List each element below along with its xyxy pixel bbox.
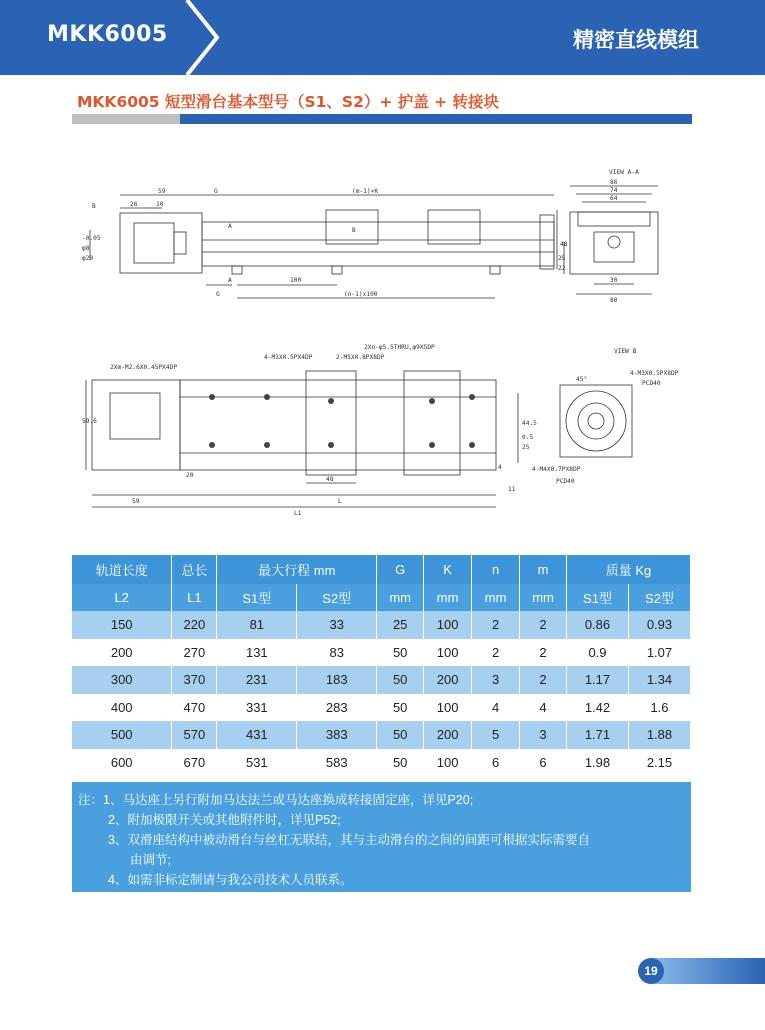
- dim-a-top: A: [228, 223, 232, 230]
- cell: 670: [172, 749, 217, 777]
- dim-4: 4: [498, 464, 502, 471]
- note-4: 4、如需非标定制请与我公司技术人员联系。: [108, 873, 353, 887]
- category-title: 精密直线模组: [573, 28, 699, 52]
- note-2: 2、附加极限开关或其他附件时，详见P52;: [108, 813, 341, 827]
- table-row: [72, 694, 691, 722]
- cell: 0.9: [567, 639, 629, 667]
- col-mass: 质量 Kg: [567, 555, 691, 584]
- dim-tol: -0.05: [82, 235, 101, 242]
- note-3: 3、双滑座结构中被动滑台与丝杠无联结，其与主动滑台的之间的间距可根据实际需要自: [108, 833, 590, 847]
- dim-11: 11: [508, 486, 516, 493]
- subcol-m-unit: mm: [520, 584, 567, 611]
- view-aa-label: VIEW A-A: [609, 169, 639, 176]
- dim-l1: L1: [294, 510, 302, 517]
- cell: 1.98: [567, 749, 629, 777]
- cell: 50: [377, 639, 424, 667]
- title-rule-grey: [72, 114, 180, 124]
- page-number: 19: [638, 958, 664, 984]
- subcol-stroke-s2: S2型: [297, 584, 377, 611]
- subcol-stroke-s1: S1型: [217, 584, 297, 611]
- dim-30: 30: [610, 277, 618, 284]
- callout-pcd40-bottom: PCD40: [556, 478, 575, 485]
- dim-25-bottom: 25: [522, 444, 530, 451]
- cell: 2: [472, 639, 520, 667]
- dim-45deg: 45°: [576, 376, 588, 383]
- table-header-row-1: [72, 555, 691, 584]
- cell: 3: [472, 666, 520, 694]
- cell: 400: [72, 694, 172, 722]
- callout-pcd40-top: PCD40: [642, 380, 661, 387]
- dim-22: 22: [558, 265, 566, 272]
- dim-74: 74: [610, 187, 618, 194]
- cell: 150: [72, 611, 172, 639]
- note-3-cont: 由调节;: [130, 853, 171, 867]
- cell: 6: [520, 749, 567, 777]
- cell: 331: [217, 694, 297, 722]
- cell: 100: [424, 639, 472, 667]
- cell: 200: [424, 666, 472, 694]
- subcol-l2: L2: [72, 584, 172, 611]
- title-rule-blue: [180, 114, 692, 124]
- cell: 1.6: [628, 694, 690, 722]
- dim-86: 86: [610, 179, 618, 186]
- cell: 200: [424, 721, 472, 749]
- cell: 2: [520, 611, 567, 639]
- dim-n100: (n-1)x100: [344, 291, 378, 298]
- subcol-g-unit: mm: [377, 584, 424, 611]
- dim-b-left: B: [92, 203, 96, 210]
- cell: 270: [172, 639, 217, 667]
- cell: 1.34: [628, 666, 690, 694]
- table-header-row-2: [72, 584, 691, 611]
- header-band: [0, 0, 765, 75]
- callout-thru: 2Xn-φ5.5THRU,φ9X5DP: [364, 344, 435, 351]
- spec-table: [72, 555, 691, 776]
- cell: 1.88: [628, 721, 690, 749]
- cell: 283: [297, 694, 377, 722]
- cell: 383: [297, 721, 377, 749]
- col-k: K: [424, 555, 472, 584]
- callout-m3-8dp: 4-M3X0.5PX8DP: [630, 370, 679, 377]
- cell: 1.07: [628, 639, 690, 667]
- dim-26: 26: [130, 201, 138, 208]
- dim-445: 44.5: [522, 420, 537, 427]
- side-view-drawing: [82, 160, 682, 310]
- cell: 3: [520, 721, 567, 749]
- subcol-l1: L1: [172, 584, 217, 611]
- dim-64: 64: [610, 195, 618, 202]
- cell: 0.93: [628, 611, 690, 639]
- dim-59: 59: [158, 188, 166, 195]
- cell: 4: [472, 694, 520, 722]
- table-row: [72, 611, 691, 639]
- cell: 2: [520, 639, 567, 667]
- cell: 81: [217, 611, 297, 639]
- cell: 50: [377, 721, 424, 749]
- cell: 50: [377, 666, 424, 694]
- cell: 100: [424, 749, 472, 777]
- callout-m3-4dp: 4-M3X0.5PX4DP: [264, 354, 313, 361]
- cell: 570: [172, 721, 217, 749]
- cell: 500: [72, 721, 172, 749]
- cell: 33: [297, 611, 377, 639]
- cell: 50: [377, 694, 424, 722]
- table-row: [72, 639, 691, 667]
- cell: 370: [172, 666, 217, 694]
- col-rail-length: 轨道长度: [72, 555, 172, 584]
- dim-phi20: φ20: [82, 255, 94, 262]
- callout-m5: 2-M5X0.8PX8DP: [336, 354, 385, 361]
- cell: 220: [172, 611, 217, 639]
- table-row: [72, 666, 691, 694]
- dim-l: L: [338, 498, 342, 505]
- dim-48: 48: [560, 241, 568, 248]
- cell: 2.15: [628, 749, 690, 777]
- col-m: m: [520, 555, 567, 584]
- cell: 5: [472, 721, 520, 749]
- col-max-stroke: 最大行程 mm: [217, 555, 377, 584]
- cell: 531: [217, 749, 297, 777]
- cell: 25: [377, 611, 424, 639]
- note-1: 注：1、马达座上另行附加马达法兰或马达座换成转接固定座，详见P20;: [78, 793, 474, 807]
- cell: 1.42: [567, 694, 629, 722]
- cell: 2: [520, 666, 567, 694]
- dim-596: 59.6: [82, 418, 97, 425]
- dim-100: 100: [290, 277, 302, 284]
- cell: 4: [520, 694, 567, 722]
- col-total-length: 总长: [172, 555, 217, 584]
- dim-g-bottom: G: [216, 291, 220, 298]
- table-row: [72, 721, 691, 749]
- dim-b-mid: B: [352, 227, 356, 234]
- top-view-drawing: [82, 335, 692, 520]
- callout-m26: 2Xm-M2.6X0.45PX4DP: [110, 364, 178, 371]
- cell: 1.17: [567, 666, 629, 694]
- cell: 200: [72, 639, 172, 667]
- subcol-n-unit: mm: [472, 584, 520, 611]
- cell: 100: [424, 611, 472, 639]
- section-title: MKK6005 短型滑台基本型号（S1、S2）+ 护盖 + 转接块: [77, 93, 500, 111]
- dim-25: 25: [558, 255, 566, 262]
- view-b-label: VIEW B: [614, 348, 637, 355]
- cell: 0.86: [567, 611, 629, 639]
- cell: 183: [297, 666, 377, 694]
- cell: 583: [297, 749, 377, 777]
- dim-phi8: φ8: [82, 245, 90, 252]
- chevron-divider-icon: [185, 0, 225, 75]
- dim-g-top: G: [214, 188, 218, 195]
- dim-48-bottom: 48: [326, 476, 334, 483]
- dim-mk: (m-1)×K: [352, 188, 379, 195]
- callout-m4: 4-M4X0.7PX8DP: [532, 466, 581, 473]
- col-g: G: [377, 555, 424, 584]
- cell: 100: [424, 694, 472, 722]
- cell: 83: [297, 639, 377, 667]
- cell: 50: [377, 749, 424, 777]
- subcol-mass-s1: S1型: [567, 584, 629, 611]
- notes-box: [72, 782, 691, 892]
- dim-10: 10: [156, 201, 164, 208]
- dim-59-bottom: 59: [132, 498, 140, 505]
- dim-20: 20: [186, 472, 194, 479]
- dim-05: 0.5: [522, 434, 534, 441]
- cell: 600: [72, 749, 172, 777]
- subcol-mass-s2: S2型: [628, 584, 690, 611]
- table-row: [72, 749, 691, 777]
- cell: 300: [72, 666, 172, 694]
- col-n: n: [472, 555, 520, 584]
- cell: 131: [217, 639, 297, 667]
- cell: 6: [472, 749, 520, 777]
- cell: 470: [172, 694, 217, 722]
- cell: 1.71: [567, 721, 629, 749]
- cell: 431: [217, 721, 297, 749]
- model-name: MKK6005: [47, 22, 168, 47]
- cell: 231: [217, 666, 297, 694]
- cell: 2: [472, 611, 520, 639]
- subcol-k-unit: mm: [424, 584, 472, 611]
- dim-80: 80: [610, 297, 618, 304]
- dim-a-bottom: A: [228, 277, 232, 284]
